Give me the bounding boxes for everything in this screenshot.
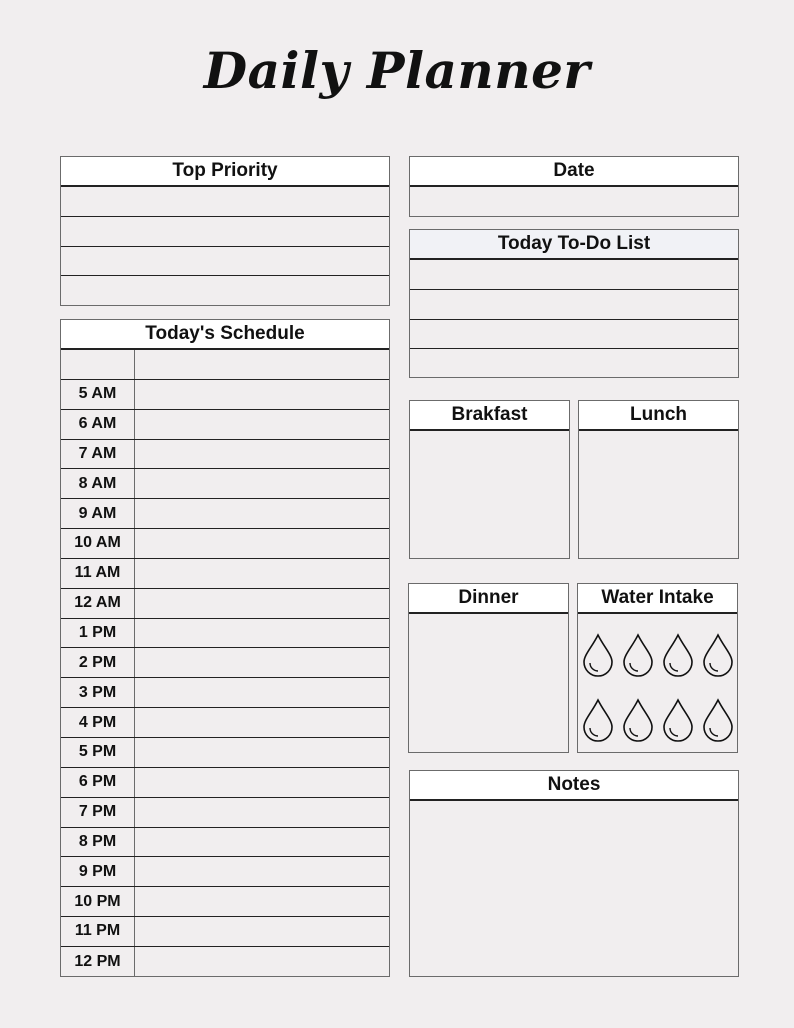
- schedule-time: 10 PM: [61, 887, 135, 916]
- breakfast-header: Brakfast: [410, 401, 569, 431]
- schedule-time: 10 AM: [61, 529, 135, 558]
- schedule-slot[interactable]: [135, 469, 389, 498]
- schedule-time: 12 AM: [61, 589, 135, 618]
- schedule-slot[interactable]: [135, 499, 389, 528]
- todo-line[interactable]: [410, 320, 738, 350]
- schedule-time: 7 PM: [61, 798, 135, 827]
- schedule-row: [61, 350, 389, 380]
- schedule-header: Today's Schedule: [61, 320, 389, 350]
- schedule-row: [61, 469, 389, 499]
- schedule-slot[interactable]: [135, 410, 389, 439]
- water-drops: [578, 614, 737, 752]
- schedule-slot[interactable]: [135, 947, 389, 977]
- schedule-time: 11 PM: [61, 917, 135, 946]
- notes-header: Notes: [410, 771, 738, 801]
- date-header: Date: [410, 157, 738, 187]
- schedule-time: 4 PM: [61, 708, 135, 737]
- schedule-row: [61, 828, 389, 858]
- schedule-row: [61, 708, 389, 738]
- date-box: [409, 156, 739, 217]
- schedule-row: [61, 619, 389, 649]
- schedule-row: [61, 589, 389, 619]
- water-drop-icon[interactable]: [698, 622, 738, 687]
- schedule-time: 6 PM: [61, 768, 135, 797]
- schedule-row: [61, 410, 389, 440]
- schedule-time: 1 PM: [61, 619, 135, 648]
- water-drop-icon[interactable]: [578, 687, 618, 752]
- top-priority-box: [60, 156, 390, 306]
- todo-line[interactable]: [410, 290, 738, 320]
- todo-line[interactable]: [410, 260, 738, 290]
- schedule-slot[interactable]: [135, 828, 389, 857]
- priority-line[interactable]: [61, 217, 389, 247]
- schedule-time: 3 PM: [61, 678, 135, 707]
- schedule-row: [61, 917, 389, 947]
- schedule-row: [61, 768, 389, 798]
- schedule-time: [61, 350, 135, 379]
- schedule-row: [61, 738, 389, 768]
- schedule-time: 9 AM: [61, 499, 135, 528]
- water-drop-icon[interactable]: [578, 622, 618, 687]
- schedule-row: [61, 529, 389, 559]
- schedule-slot[interactable]: [135, 529, 389, 558]
- schedule-time: 6 AM: [61, 410, 135, 439]
- schedule-slot[interactable]: [135, 768, 389, 797]
- schedule-row: [61, 559, 389, 589]
- schedule-slot[interactable]: [135, 887, 389, 916]
- schedule-row: [61, 440, 389, 470]
- schedule-time: 5 PM: [61, 738, 135, 767]
- schedule-row: [61, 798, 389, 828]
- schedule-slot[interactable]: [135, 619, 389, 648]
- schedule-slot[interactable]: [135, 440, 389, 469]
- notes-box[interactable]: [409, 770, 739, 977]
- schedule-slot[interactable]: [135, 738, 389, 767]
- lunch-box[interactable]: [578, 400, 739, 559]
- schedule-row: [61, 678, 389, 708]
- priority-line[interactable]: [61, 276, 389, 306]
- schedule-slot[interactable]: [135, 589, 389, 618]
- water-intake-box: [577, 583, 738, 753]
- schedule-row: [61, 648, 389, 678]
- todo-header: Today To-Do List: [410, 230, 738, 260]
- dinner-box[interactable]: [408, 583, 569, 753]
- top-priority-header: Top Priority: [61, 157, 389, 187]
- breakfast-box[interactable]: [409, 400, 570, 559]
- schedule-row: [61, 499, 389, 529]
- schedule-slot[interactable]: [135, 350, 389, 379]
- date-line[interactable]: [410, 187, 738, 217]
- water-drop-icon[interactable]: [618, 622, 658, 687]
- schedule-row: [61, 380, 389, 410]
- schedule-time: 8 AM: [61, 469, 135, 498]
- schedule-rows: [61, 350, 389, 977]
- dinner-header: Dinner: [409, 584, 568, 614]
- todo-box: [409, 229, 739, 378]
- water-drop-icon[interactable]: [698, 687, 738, 752]
- schedule-slot[interactable]: [135, 708, 389, 737]
- schedule-time: 12 PM: [61, 947, 135, 977]
- schedule-slot[interactable]: [135, 857, 389, 886]
- lunch-header: Lunch: [579, 401, 738, 431]
- schedule-slot[interactable]: [135, 798, 389, 827]
- schedule-time: 7 AM: [61, 440, 135, 469]
- schedule-slot[interactable]: [135, 648, 389, 677]
- schedule-row: [61, 887, 389, 917]
- schedule-slot[interactable]: [135, 917, 389, 946]
- schedule-time: 8 PM: [61, 828, 135, 857]
- schedule-slot[interactable]: [135, 380, 389, 409]
- schedule-time: 9 PM: [61, 857, 135, 886]
- schedule-box: [60, 319, 390, 977]
- water-drop-icon[interactable]: [618, 687, 658, 752]
- water-drop-icon[interactable]: [658, 622, 698, 687]
- todo-line[interactable]: [410, 349, 738, 379]
- priority-line[interactable]: [61, 247, 389, 277]
- schedule-time: 5 AM: [61, 380, 135, 409]
- schedule-slot[interactable]: [135, 559, 389, 588]
- schedule-row: [61, 857, 389, 887]
- schedule-time: 11 AM: [61, 559, 135, 588]
- page-title: Daily Planner: [203, 41, 591, 100]
- schedule-slot[interactable]: [135, 678, 389, 707]
- water-drop-icon[interactable]: [658, 687, 698, 752]
- schedule-row: [61, 947, 389, 977]
- water-intake-header: Water Intake: [578, 584, 737, 614]
- priority-line[interactable]: [61, 187, 389, 217]
- schedule-time: 2 PM: [61, 648, 135, 677]
